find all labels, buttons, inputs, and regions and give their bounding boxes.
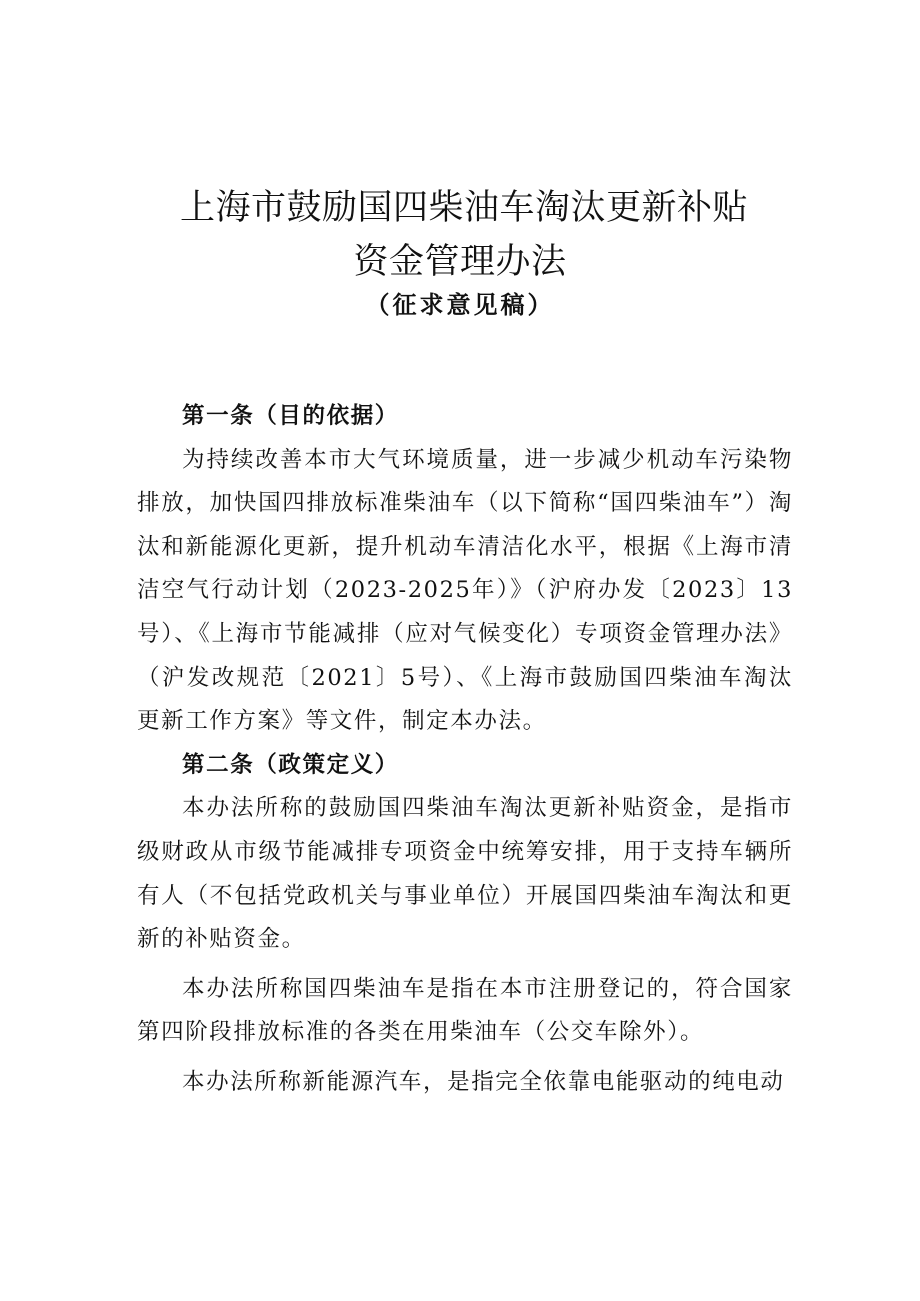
article-2-paragraph-3: 本办法所称新能源汽车，是指完全依靠电能驱动的纯电动 [182,1068,785,1095]
document-title [0,183,920,287]
document-subtitle: （征求意见稿） [365,290,555,319]
article-1-paragraph: 为持续改善本市大气环境质量，进一步减少机动车污染物排放，加快国四排放标准柴油车（以下简称“国四柴油车”）淘汰和新能源化更新，提升机动车清洁化水平，根据《上海市清洁空气行动计划（2023-2025年）》（沪府办发〔2023〕13号）、《上海市节能减排（应对气候变化）专项资金管理办法》（沪发改规范〔2021〕5号）、《上海市鼓励国四柴油车淘汰更新工作方案》等文件，制定本办法。 [137,446,793,735]
article-2-heading: 第二条（政策定义） [182,751,399,778]
article-1-heading: 第一条（目的依据） [182,403,399,429]
document-body [137,395,793,1105]
article-2-paragraph-1: 本办法所称的鼓励国四柴油车淘汰更新补贴资金，是指市级财政从市级节能减排专项资金中统筹安排，用于支持车辆所有人（不包括党政机关与事业单位）开展国四柴油车淘汰和更新的补贴资金。 [137,795,793,953]
article-2-paragraph-2: 本办法所称国四柴油车是指在本市注册登记的，符合国家第四阶段排放标准的各类在用柴油车（公交车除外）。 [137,975,793,1046]
title-line-1: 上海市鼓励国四柴油车淘汰更新补贴 [180,188,749,228]
title-line-2: 资金管理办法 [353,242,567,282]
